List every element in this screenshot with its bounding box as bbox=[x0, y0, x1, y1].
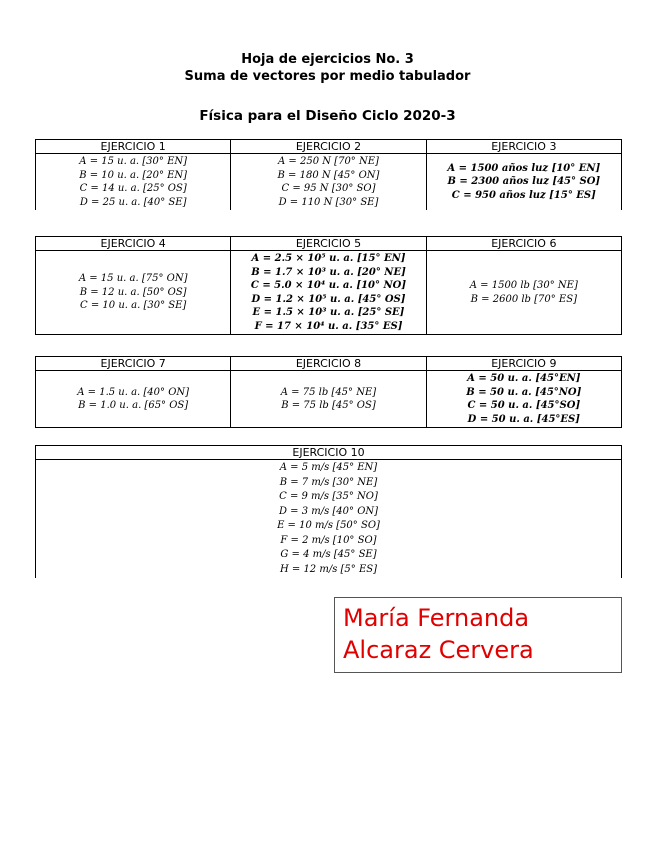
header-ejercicio-10: EJERCICIO 10 bbox=[36, 446, 622, 460]
vector-line: A = 75 lb [45° NE] bbox=[280, 386, 377, 398]
vector-line: E = 10 m/s [50° SO] bbox=[277, 520, 380, 531]
vector-line: A = 250 N [70° NE] bbox=[278, 156, 379, 167]
vector-line: C = 950 años luz [15° ES] bbox=[451, 189, 596, 201]
ejercicio-6-cell bbox=[426, 251, 621, 335]
vector-line: B = 2300 años luz [45° SO] bbox=[447, 176, 601, 188]
exercise-table-2 bbox=[35, 236, 622, 335]
ejercicio-8-cell bbox=[231, 371, 426, 428]
header-ejercicio-4: EJERCICIO 4 bbox=[36, 237, 231, 251]
ejercicio-1-cell bbox=[36, 154, 231, 211]
vector-line: C = 5.0 × 10⁴ u. a. [10° NO] bbox=[250, 280, 407, 291]
vector-line: B = 2600 lb [70° ES] bbox=[470, 293, 577, 305]
ejercicio-5-cell bbox=[231, 251, 426, 335]
vector-line: E = 1.5 × 10³ u. a. [25° SE] bbox=[252, 307, 405, 318]
header-ejercicio-3: EJERCICIO 3 bbox=[426, 140, 621, 154]
ejercicio-10-cell bbox=[36, 460, 622, 579]
vector-line: A = 1500 lb [30° NE] bbox=[469, 280, 578, 291]
vector-line: A = 15 u. a. [30° EN] bbox=[79, 156, 188, 167]
vector-line: B = 75 lb [45° OS] bbox=[281, 400, 376, 411]
ejercicio-9-cell bbox=[426, 371, 621, 428]
vector-line: A = 15 u. a. [75° ON] bbox=[78, 273, 188, 285]
header-ejercicio-7: EJERCICIO 7 bbox=[36, 357, 231, 371]
vector-line: A = 50 u. a. [45°EN] bbox=[467, 373, 581, 384]
vector-line: H = 12 m/s [5° ES] bbox=[279, 563, 378, 575]
vector-line: A = 2.5 × 10⁵ u. a. [15° EN] bbox=[251, 253, 406, 264]
header-ejercicio-8: EJERCICIO 8 bbox=[231, 357, 426, 371]
vector-line: C = 9 m/s [35° NO] bbox=[279, 491, 378, 502]
header-ejercicio-1: EJERCICIO 1 bbox=[36, 140, 231, 154]
header-ejercicio-2: EJERCICIO 2 bbox=[231, 140, 426, 154]
vector-line: A = 5 m/s [45° EN] bbox=[279, 462, 378, 473]
ejercicio-2-cell bbox=[231, 154, 426, 211]
student-last-name: Alcaraz Cervera bbox=[343, 636, 534, 664]
vector-line: C = 14 u. a. [25° OS] bbox=[79, 183, 187, 194]
vector-line: B = 1.0 u. a. [65° OS] bbox=[78, 400, 189, 411]
ejercicio-3-cell bbox=[426, 154, 621, 211]
vector-line: A = 1500 años luz [10° EN] bbox=[447, 162, 601, 174]
vector-line: B = 12 u. a. [50° OS] bbox=[79, 286, 187, 298]
vector-line: B = 180 N [45° ON] bbox=[277, 169, 380, 181]
vector-line: D = 1.2 × 10⁵ u. a. [45° OS] bbox=[251, 293, 406, 305]
header-ejercicio-5: EJERCICIO 5 bbox=[231, 237, 426, 251]
sheet-subtitle: Suma de vectores por medio tabulador bbox=[184, 69, 471, 84]
vector-line: D = 50 u. a. [45°ES] bbox=[467, 413, 580, 425]
vector-line: B = 1.7 × 10³ u. a. [20° NE] bbox=[251, 266, 406, 278]
course-title: Física para el Diseño Ciclo 2020-3 bbox=[199, 108, 456, 124]
vector-line: B = 50 u. a. [45°NO] bbox=[466, 386, 582, 398]
vector-line: D = 110 N [30° SE] bbox=[278, 196, 379, 208]
header-ejercicio-6: EJERCICIO 6 bbox=[426, 237, 621, 251]
vector-line: F = 17 × 10⁴ u. a. [35° ES] bbox=[254, 320, 403, 332]
vector-line: B = 7 m/s [30° NE] bbox=[279, 476, 378, 488]
ejercicio-4-cell bbox=[36, 251, 231, 335]
vector-line: C = 10 u. a. [30° SE] bbox=[80, 300, 187, 312]
exercise-table-4 bbox=[35, 445, 622, 578]
vector-line: D = 3 m/s [40° ON] bbox=[278, 505, 379, 517]
vector-line: G = 4 m/s [45° SE] bbox=[280, 549, 377, 560]
vector-line: A = 1.5 u. a. [40° ON] bbox=[77, 386, 190, 398]
vector-line: C = 50 u. a. [45°SO] bbox=[467, 400, 581, 411]
exercise-table-3 bbox=[35, 356, 622, 428]
sheet-title: Hoja de ejercicios No. 3 bbox=[241, 52, 414, 67]
ejercicio-7-cell bbox=[36, 371, 231, 428]
header-ejercicio-9: EJERCICIO 9 bbox=[426, 357, 621, 371]
student-name-box bbox=[334, 597, 622, 673]
vector-line: F = 2 m/s [10° SO] bbox=[280, 534, 377, 546]
vector-line: B = 10 u. a. [20° EN] bbox=[79, 169, 188, 181]
vector-line: C = 95 N [30° SO] bbox=[281, 183, 376, 194]
student-first-name: María Fernanda bbox=[343, 604, 530, 632]
exercise-table-1 bbox=[35, 139, 622, 210]
vector-line: D = 25 u. a. [40° SE] bbox=[79, 196, 187, 208]
